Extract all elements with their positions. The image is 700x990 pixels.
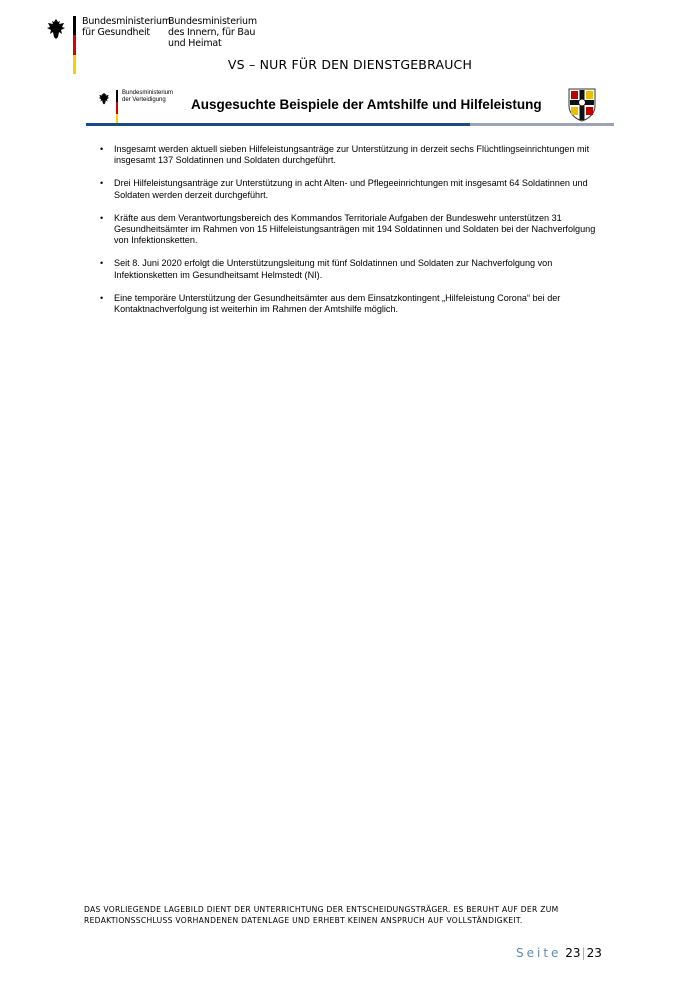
command-crest-icon [568,88,596,122]
page-total: 23 [586,946,602,960]
bullet-icon: • [100,258,104,269]
list-item-text: Seit 8. Juni 2020 erfolgt die Unterstützungsleitung mit fünf Soldatinnen und Soldaten zur Nachverfolgung von Infektionsketten im Gesundheitsamt Helmstedt (NI). [114,258,553,280]
section-title: Ausgesuchte Beispiele der Amtshilfe und Hilfeleistung [191,97,542,112]
page-separator: | [581,946,586,960]
bullet-icon: • [100,178,104,189]
bullet-icon: • [100,144,104,154]
section-header [86,86,614,128]
list-item [98,178,608,200]
bullet-icon: • [100,292,104,303]
page-number [516,946,602,960]
ministry-defence-name: Bundesministerium der Verteidigung [122,90,174,103]
header-divider [86,123,614,126]
german-flag-bar [116,90,118,126]
page-current: 23 [565,946,581,960]
bullet-icon: • [100,212,104,223]
list-item [98,213,608,247]
list-item-text: Kräfte aus dem Verantwortungsbereich des Kommandos Territoriale Aufgaben der Bundeswehr unterstützen 31 Gesundheitsämter im Rahmen von 15 Hilfeleistungsanträgen mit 194 Soldatinnen und Soldaten bei der Nachverfolgung von Infektionsketten. [114,212,596,246]
list-item [98,293,608,315]
disclaimer: DAS VORLIEGENDE LAGEBILD DIENT DER UNTERRICHTUNG DER ENTSCHEIDUNGSTRÄGER. ES BERUHT AUF DER ZUM REDAKTIONSSCHLUSS VORHANDENEN DATENLAGE UND ERHEBT KEINEN ANSPRUCH AUF VOLLSTÄNDIGKEIT. [84,905,559,925]
ministry-health-name: Bundesministerium für Gesundheit [82,16,171,38]
list-item [98,144,608,166]
list-item-text: Eine temporäre Unterstützung der Gesundheitsämter aus dem Einsatzkontingent „Hilfeleistung Corona“ bei der Kontaktnachverfolgung ist weiterhin im Rahmen der Amtshilfe möglich. [114,292,561,315]
list-item-text: Insgesamt werden aktuell sieben Hilfeleistungsanträge zur Unterstützung in derzeit sechs Flüchtlingseinrichtungen mit insgesamt 137 Soldatinnen und Soldaten durchgeführt. [114,144,590,166]
bullet-list [98,144,608,327]
page-label: Seite [516,946,562,960]
federal-eagle-icon [46,18,66,40]
ministry-interior-name: Bundesministerium des Innern, für Bau und Heimat [168,16,257,49]
list-item-text: Drei Hilfeleistungsanträge zur Unterstützung in acht Alten- und Pflegeeinrichtungen mit insgesamt 64 Soldatinnen und Soldaten werden derzeit durchgeführt. [114,178,588,200]
list-item [98,258,608,280]
classification-label: VS – NUR FÜR DEN DIENSTGEBRAUCH [227,57,473,72]
federal-eagle-icon [98,92,110,105]
